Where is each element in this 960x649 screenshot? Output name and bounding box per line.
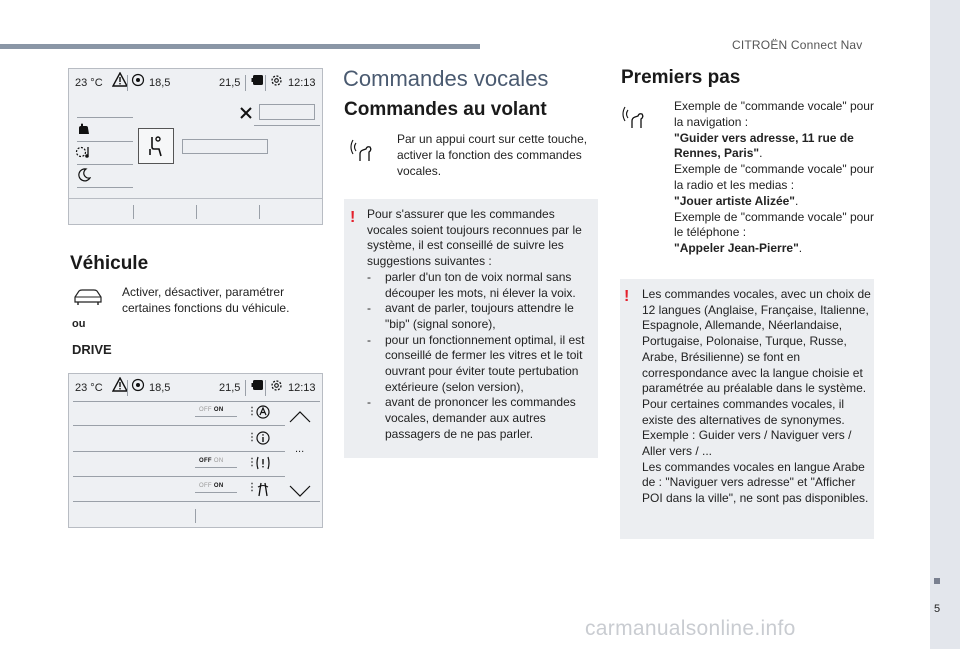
section-title-premiers-pas: Premiers pas — [621, 67, 741, 88]
page-title: Commandes vocales — [343, 66, 549, 91]
examples-block: Exemple de "commande vocale" pour la navigation : "Guider vers adresse, 11 rue de Rennes, Paris". Exemple de "commande vocale" pour la radio et les medias : "Jouer artiste Alizée". Exemple de "commande vocale" pour le téléphone : "Appeler Jean-Pierre". — [674, 99, 874, 256]
driver-assist-icon — [256, 405, 270, 424]
drive-label: DRIVE — [72, 342, 112, 357]
example-phone-intro: Exemple de "commande vocale" pour le téléphone : — [674, 209, 874, 240]
toggle-switch[interactable]: OFF ON — [199, 458, 224, 464]
close-icon[interactable] — [240, 106, 252, 124]
left-temp-setting: 18,5 — [149, 77, 171, 89]
note-paragraph: Pour certaines commandes vocales, il existe des alternatives de synonymes. Exemple : Guider vers / Naviguer vers / Aller vers / ... — [642, 396, 852, 459]
volant-description: Par un appui court sur cette touche, activer la fonction des commandes vocales. — [397, 132, 588, 178]
moon-icon[interactable] — [77, 168, 91, 187]
temperature: 23 °C — [75, 382, 103, 394]
example-nav-command: "Guider vers adresse, 11 rue de Rennes, Paris" — [674, 130, 854, 161]
warning-icon — [112, 377, 128, 396]
right-temp-setting: 21,5 — [219, 77, 241, 89]
toggle-switch[interactable]: OFF ON — [199, 407, 224, 413]
more-indicator: ... — [295, 443, 305, 455]
location-icon — [131, 378, 145, 395]
vehicle-functions-screen — [68, 373, 323, 528]
page-edge-strip — [930, 0, 960, 649]
example-media-command: "Jouer artiste Alizée" — [674, 193, 795, 208]
list-item: - avant de parler, toujours attendre le "bip" (signal sonore), — [367, 301, 574, 331]
list-item: - avant de prononcer les commandes vocales, demander aux autres passagers de ne pas parler. — [367, 395, 576, 441]
list-item: - pour un fonctionnement optimal, il est conseillé de fermer les vitres et le toit ouvrant pour éviter toute pertubation extérieure (selon version), — [367, 332, 585, 394]
location-icon — [131, 73, 145, 90]
vehicule-description: Activer, désactiver, paramétrer certaines fonctions du véhicule. — [122, 285, 290, 315]
temperature: 23 °C — [75, 77, 103, 89]
right-temp-setting: 21,5 — [219, 382, 241, 394]
warning-mark: ! — [624, 288, 630, 305]
status-bar — [69, 69, 322, 97]
info-icon — [256, 431, 270, 450]
clock: 12:13 — [288, 382, 316, 394]
settings-music-icon[interactable] — [75, 145, 93, 164]
car-icon — [251, 378, 265, 395]
options-icon[interactable]: ⋮ — [247, 432, 257, 443]
voice-command-icon — [622, 104, 652, 139]
watermark: carmanualsonline.info — [585, 617, 796, 640]
section-title-volant: Commandes au volant — [344, 99, 547, 120]
seat-button[interactable] — [138, 128, 174, 164]
language-note — [620, 279, 874, 539]
scroll-up-icon[interactable] — [289, 410, 311, 428]
car-outline-icon — [72, 286, 104, 313]
example-media-intro: Exemple de "commande vocale" pour la radio et les medias : — [674, 162, 874, 192]
settings-icon — [269, 73, 284, 91]
example-phone-command: "Appeler Jean-Pierre" — [674, 241, 799, 256]
settings-icon — [269, 378, 284, 396]
hand-icon[interactable] — [77, 122, 91, 141]
options-icon[interactable]: ⋮ — [247, 406, 257, 417]
brand-name: CITROËN Connect Nav — [732, 38, 863, 52]
list-item: - parler d'un ton de voix normal sans découper les mots, ni élever la voix. — [367, 269, 576, 300]
car-icon — [251, 73, 265, 90]
note-intro: Pour s'assurer que les commandes vocales soient toujours reconnues par le système, il est conseillé de suivre les suggestions suivantes : — [367, 207, 582, 269]
continue-marker — [934, 578, 940, 584]
vehicle-settings-screen — [68, 68, 323, 225]
warning-mark: ! — [350, 209, 356, 226]
warning-icon — [112, 72, 128, 91]
or-label: ou — [72, 318, 86, 330]
lane-icon — [255, 481, 271, 502]
alert-icon — [255, 456, 271, 475]
header-bar — [0, 44, 480, 49]
note-paragraph: Les commandes vocales en langue Arabe de : "Naviguer vers adresse" et "Afficher POI dans la ville", ne sont pas disponibles. — [642, 459, 869, 506]
example-nav-intro: Exemple de "commande vocale" pour la navigation : — [674, 99, 874, 129]
section-title-vehicule: Véhicule — [70, 253, 149, 274]
voice-tips-note — [344, 199, 598, 458]
tab-bar — [69, 198, 322, 224]
scroll-down-icon[interactable] — [289, 484, 311, 502]
clock: 12:13 — [288, 77, 316, 89]
options-icon[interactable]: ⋮ — [247, 482, 257, 493]
voice-command-icon — [350, 137, 380, 172]
left-temp-setting: 18,5 — [149, 382, 171, 394]
options-icon[interactable]: ⋮ — [247, 457, 257, 468]
status-bar — [69, 374, 322, 402]
toggle-switch[interactable]: OFF ON — [199, 483, 224, 489]
page-number: 5 — [934, 603, 941, 615]
note-paragraph: Les commandes vocales, avec un choix de 12 langues (Anglaise, Française, Italienne, Espagnole, Allemande, Néerlandaise, Portugaise, Polonaise, Turque, Russe, Arabe, Brésilienne) se font en correspondance avec la langue choisie et paramétrée au préalable dans le système. — [642, 287, 871, 396]
